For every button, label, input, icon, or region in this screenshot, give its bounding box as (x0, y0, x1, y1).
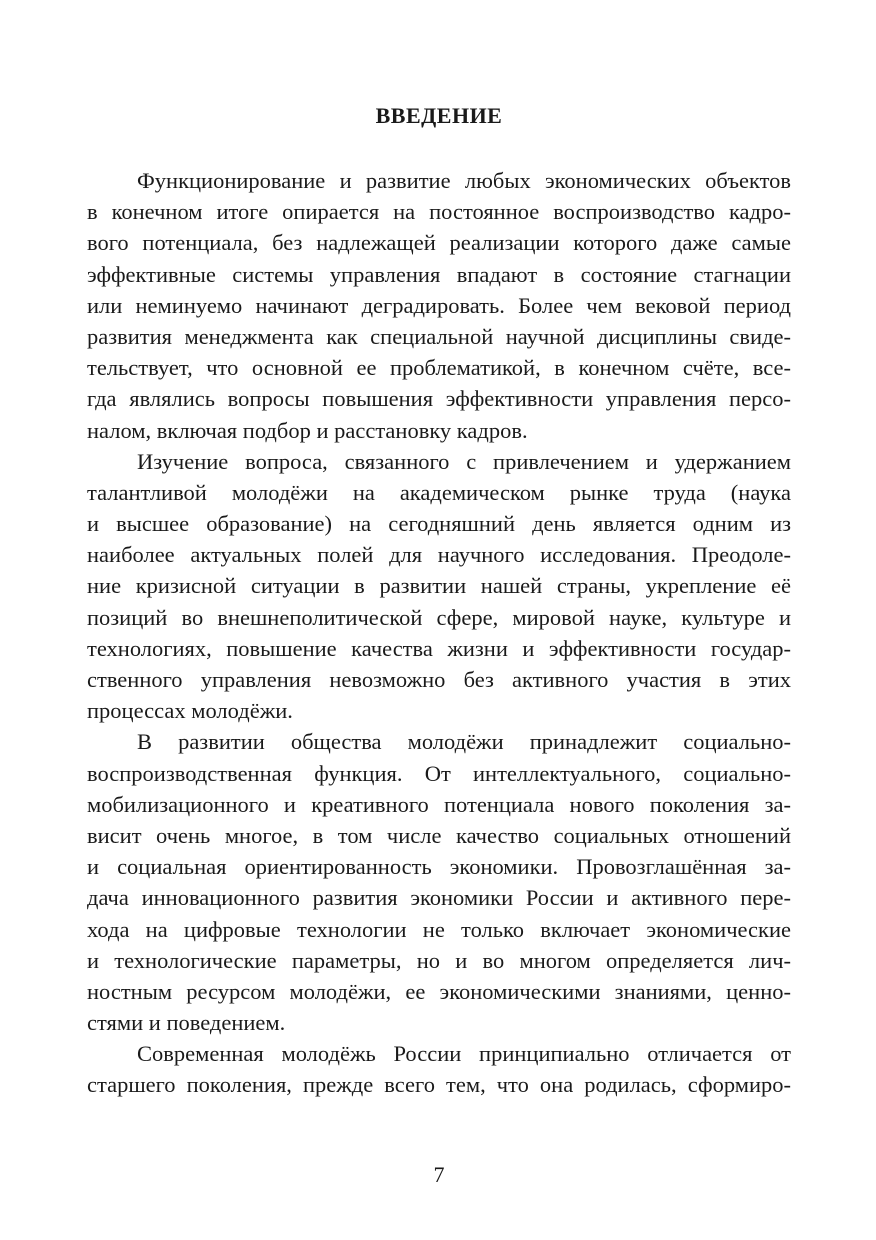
text-line: развития менеджмента как специальной научной дисциплины свиде- (87, 323, 791, 349)
text-line: технологиях, повышение качества жизни и эффективности государ- (87, 635, 791, 661)
text-line: хода на цифровые технологии не только включает экономические (87, 916, 791, 942)
paragraph (87, 1038, 791, 1100)
text-line: стями и поведением. (87, 1010, 286, 1036)
text-line: талантливой молодёжи на академическом рынке труда (наука (87, 479, 791, 505)
text-line: дача инновационного развития экономики России и активного пере- (87, 885, 791, 911)
text-line: и высшее образование) на сегодняшний день является одним из (87, 511, 791, 537)
text-line: тельствует, что основной ее проблематикой, в конечном счёте, все- (87, 355, 791, 381)
text-line: ственного управления невозможно без активного участия в этих (87, 667, 791, 692)
text-line: ностным ресурсом молодёжи, ее экономическими знаниями, ценно- (87, 978, 791, 1004)
text-line: или неминуемо начинают деградировать. Более чем вековой период (87, 292, 791, 318)
document-page (87, 0, 791, 1240)
text-line: старшего поколения, прежде всего тем, что она родилась, сформиро- (87, 1072, 791, 1098)
chapter-title: ВВЕДЕНИЕ (375, 103, 503, 128)
text-line: ние кризисной ситуации в развитии нашей страны, укрепление её (87, 573, 791, 599)
text-line: и технологические параметры, но и во многом определяется лич- (87, 947, 791, 973)
text-line: Изучение вопроса, связанного с привлечением и удержанием (137, 448, 791, 474)
body-text (87, 165, 791, 1101)
text-line: гда являлись вопросы повышения эффективности управления персо- (87, 386, 791, 412)
text-line: воспроизводственная функция. От интеллектуального, социально- (87, 760, 791, 786)
paragraph (87, 165, 791, 446)
text-line: В развитии общества молодёжи принадлежит социально- (137, 729, 791, 755)
paragraph (87, 446, 791, 727)
text-line: вого потенциала, без надлежащей реализации которого даже самые (87, 230, 791, 256)
text-line: мобилизационного и креативного потенциала нового поколения за- (87, 791, 791, 817)
text-line: Современная молодёжь России принципиально отличается от (137, 1041, 791, 1067)
text-line: процессах молодёжи. (87, 698, 293, 724)
page-number: 7 (433, 1162, 445, 1187)
text-line: Функционирование и развитие любых экономических объектов (137, 168, 791, 193)
paragraph (87, 726, 791, 1038)
text-line: позиций во внешнеполитической сфере, мировой науке, культуре и (87, 604, 791, 630)
text-line: в конечном итоге опирается на постоянное воспроизводство кадро- (87, 199, 791, 225)
text-line: эффективные системы управления впадают в состояние стагнации (87, 261, 791, 287)
text-line: налом, включая подбор и расстановку кадров. (87, 417, 528, 443)
text-line: и социальная ориентированность экономики. Провозглашённая за- (87, 854, 791, 880)
text-line: висит очень многое, в том числе качество социальных отношений (87, 822, 791, 848)
text-line: наиболее актуальных полей для научного исследования. Преодоле- (87, 542, 791, 568)
